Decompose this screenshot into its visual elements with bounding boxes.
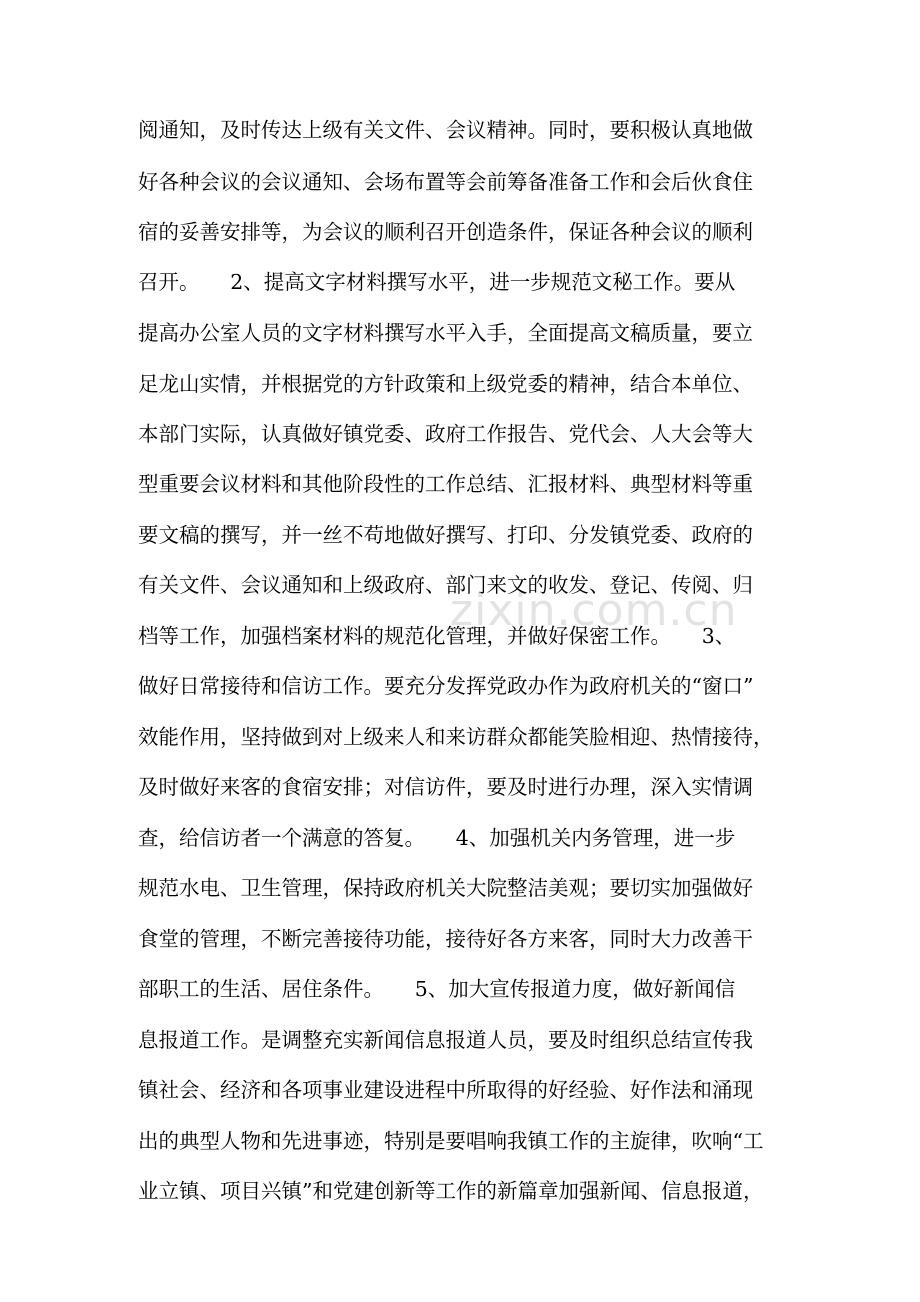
text-line: 提高办公室人员的文字材料撰写水平入手，全面提高文稿质量，要立 bbox=[138, 321, 753, 345]
text-line: 足龙山实情，并根据党的方针政策和上级党委的精神，结合本单位、 bbox=[138, 372, 753, 396]
text-line: 召开。 2、提高文字材料撰写水平，进一步规范文秘工作。要从 bbox=[138, 270, 736, 294]
text-line: 型重要会议材料和其他阶段性的工作总结、汇报材料、典型材料等重 bbox=[138, 472, 753, 496]
text-line: 好各种会议的会议通知、会场布置等会前筹备准备工作和会后伙食住 bbox=[138, 170, 753, 194]
text-line: 有关文件、会议通知和上级政府、部门来文的收发、登记、传阅、归 bbox=[138, 573, 753, 597]
text-line: 规范水电、卫生管理，保持政府机关大院整洁美观；要切实加强做好 bbox=[138, 876, 753, 900]
text-line: 业立镇、项目兴镇”和党建创新等工作的新篇章加强新闻、信息报道， bbox=[138, 1179, 764, 1203]
text-line: 阅通知，及时传达上级有关文件、会议精神。同时，要积极认真地做 bbox=[138, 118, 753, 142]
text-line: 息报道工作。是调整充实新闻信息报道人员，要及时组织总结宣传我 bbox=[138, 1028, 753, 1052]
text-line: 查，给信访者一个满意的答复。 4、加强机关内务管理，进一步 bbox=[138, 826, 736, 850]
watermark-text: zixin.com.cn bbox=[450, 585, 738, 636]
text-line: 出的典型人物和先进事迹，特别是要唱响我镇工作的主旋律，吹响“工 bbox=[138, 1129, 764, 1153]
text-line: 效能作用，坚持做到对上级来人和来访群众都能笑脸相迎、热情接待， bbox=[138, 725, 774, 749]
text-line: 及时做好来客的食宿安排；对信访件，要及时进行办理，深入实情调 bbox=[138, 775, 753, 799]
text-line: 食堂的管理，不断完善接待功能，接待好各方来客，同时大力改善干 bbox=[138, 927, 753, 951]
text-line: 镇社会、经济和各项事业建设进程中所取得的好经验、好作法和涌现 bbox=[138, 1078, 753, 1102]
text-line: 本部门实际，认真做好镇党委、政府工作报告、党代会、人大会等大 bbox=[138, 422, 753, 446]
text-line: 宿的妥善安排等，为会议的顺利召开创造条件，保证各种会议的顺利 bbox=[138, 220, 753, 244]
text-line: 档等工作，加强档案材料的规范化管理，并做好保密工作。 3、 bbox=[138, 624, 736, 648]
text-line: 要文稿的撰写，并一丝不苟地做好撰写、打印、分发镇党委、政府的 bbox=[138, 523, 753, 547]
text-line: 做好日常接待和信访工作。要充分发挥党政办作为政府机关的“窗口” bbox=[138, 674, 754, 698]
text-line: 部职工的生活、居住条件。 5、加大宣传报道力度，做好新闻信 bbox=[138, 977, 736, 1001]
